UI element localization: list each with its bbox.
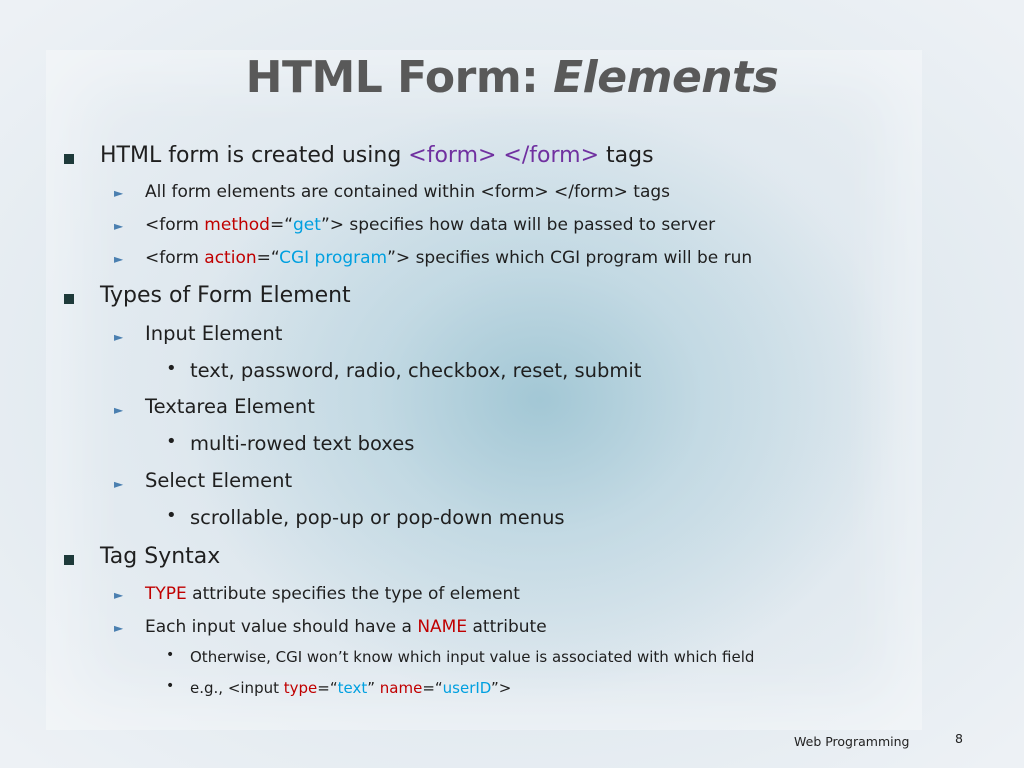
attr-name-highlight: TYPE (145, 584, 187, 604)
bullet-text: attribute specifies the type of element (186, 584, 520, 604)
attr-name-highlight: NAME (417, 617, 468, 637)
attr-name-highlight: method (204, 215, 270, 235)
attr-value-highlight: userID (442, 679, 491, 697)
bullet-form-created (100, 143, 654, 168)
code-text: <form (145, 215, 205, 235)
sub-bullet-action (145, 248, 752, 268)
attr-value-highlight: text (337, 679, 368, 697)
code-text: ”> (490, 679, 512, 697)
triangle-bullet-icon: ► (114, 219, 124, 233)
sub-bullet-type-attr (145, 584, 520, 604)
dot-bullet-icon: • (166, 505, 177, 526)
sub-bullet-input: Input Element (145, 322, 283, 345)
attr-name-highlight: name (379, 679, 423, 697)
code-text: ”> specifies which CGI program will be run (387, 248, 753, 268)
bullet-types: Types of Form Element (100, 283, 351, 308)
attr-name-highlight: action (204, 248, 257, 268)
form-tag-highlight: <form> </form> (408, 143, 600, 168)
sub-bullet-select: Select Element (145, 469, 293, 492)
triangle-bullet-icon: ► (114, 186, 124, 200)
dot-bullet-icon: • (166, 647, 175, 663)
bullet-text: tags (599, 143, 654, 168)
dot-bullet-icon: • (166, 358, 177, 379)
sub-bullet-textarea: Textarea Element (145, 395, 315, 418)
title-italic: Elements (553, 52, 779, 103)
triangle-bullet-icon: ► (114, 477, 124, 491)
attr-value-highlight: get (293, 215, 321, 235)
attr-name-highlight: type (283, 679, 318, 697)
triangle-bullet-icon: ► (114, 621, 124, 635)
code-text: =“ (269, 215, 294, 235)
item-textarea-desc: multi-rowed text boxes (190, 432, 415, 455)
footer-label: Web Programming (794, 734, 910, 749)
attr-value-highlight: CGI program (279, 248, 388, 268)
code-text: =“ (256, 248, 280, 268)
sub-bullet-contained: All form elements are contained within <form> </form> tags (145, 182, 671, 202)
code-text: =“ (317, 679, 338, 697)
bullet-text: HTML form is created using (100, 143, 409, 168)
code-text: =“ (422, 679, 443, 697)
square-bullet-icon (64, 555, 74, 565)
square-bullet-icon (64, 294, 74, 304)
item-example (190, 679, 511, 697)
triangle-bullet-icon: ► (114, 330, 124, 344)
triangle-bullet-icon: ► (114, 403, 124, 417)
triangle-bullet-icon: ► (114, 588, 124, 602)
page-number: 8 (955, 731, 963, 746)
bullet-text: Each input value should have a (145, 617, 418, 637)
code-text: ”> specifies how data will be passed to server (320, 215, 716, 235)
code-text: e.g., <input (190, 679, 284, 697)
triangle-bullet-icon: ► (114, 252, 124, 266)
title-main: HTML Form: (245, 52, 539, 103)
item-input-types: text, password, radio, checkbox, reset, submit (190, 359, 642, 382)
sub-bullet-name-attr (145, 617, 547, 637)
sub-bullet-method (145, 215, 715, 235)
square-bullet-icon (64, 154, 74, 164)
bullet-tag-syntax: Tag Syntax (100, 544, 221, 569)
item-select-desc: scrollable, pop-up or pop-down menus (190, 506, 565, 529)
code-text: <form (145, 248, 205, 268)
item-otherwise: Otherwise, CGI won’t know which input value is associated with which field (190, 648, 755, 666)
dot-bullet-icon: • (166, 431, 177, 452)
dot-bullet-icon: • (166, 678, 175, 694)
bullet-text: attribute (467, 617, 547, 637)
code-text: ” (367, 679, 380, 697)
